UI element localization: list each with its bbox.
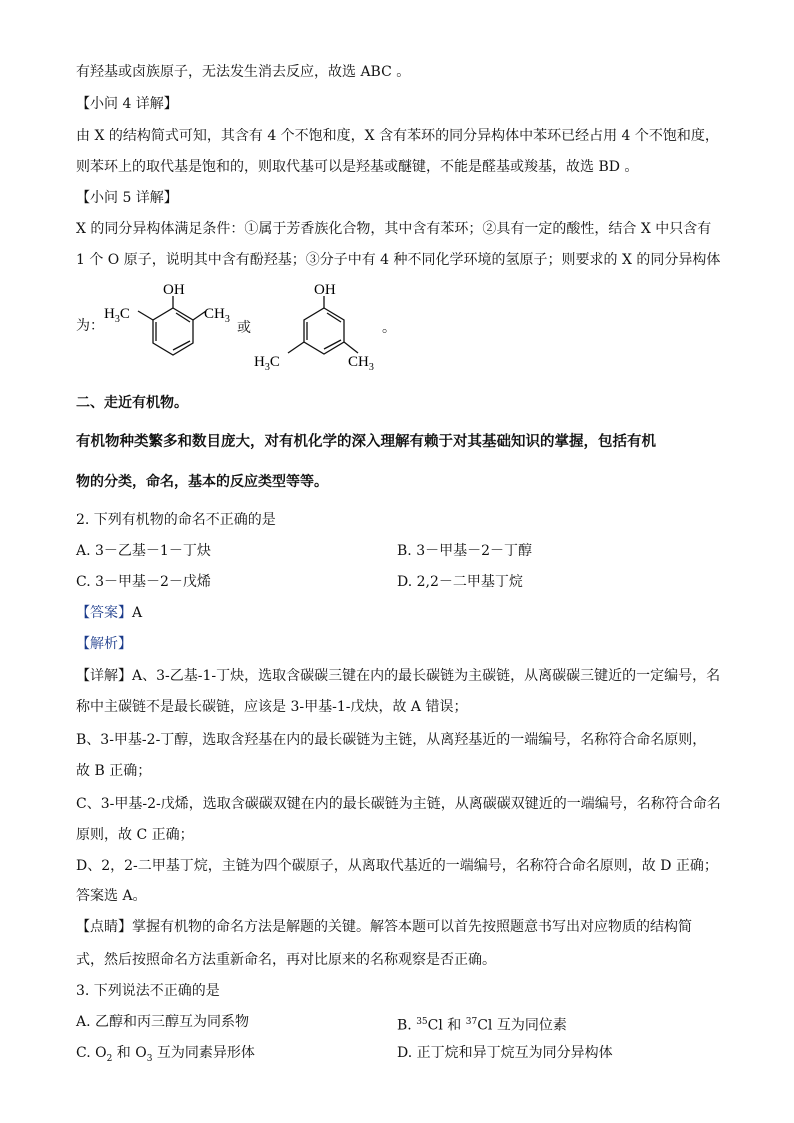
- option-a: A. 3－乙基－1－丁炔: [76, 543, 211, 559]
- option-d: D. 正丁烷和异丁烷互为同分异构体: [397, 1045, 613, 1061]
- text-line: 则苯环上的取代基是饱和的，则取代基可以是羟基或醚键，不能是醛基或羧基，故选 BD 。: [76, 159, 639, 175]
- question-stem: 3. 下列说法不正确的是: [76, 983, 220, 999]
- structure-3-5-dimethylphenol: [250, 280, 390, 375]
- detail-text: A、3-乙基-1-丁炔，选取含碳碳三键在内的最长碳链为主碳链，从离碳碳三键近的一定编号，名: [132, 668, 721, 684]
- point-text: 掌握有机物的命名方法是解题的关键。解答本题可以首先按照题意书写出对应物质的结构简: [132, 919, 692, 935]
- section-title: 二、走近有机物。: [76, 395, 188, 411]
- structure-2-6-dimethylphenol: [100, 280, 250, 370]
- option-d: D. 2,2－二甲基丁烷: [397, 574, 523, 590]
- detail-line: B、3-甲基-2-丁醇，选取含羟基在内的最长碳链为主链，从离羟基近的一端编号，名称符合命名原则，: [76, 732, 707, 748]
- text-line: 由 X 的结构简式可知，其含有 4 个不饱和度，X 含有苯环的同分异构体中苯环已经占用 4 个不饱和度，: [76, 128, 719, 144]
- detail-line: 原则，故 C 正确；: [76, 827, 194, 843]
- detail-line: 故 B 正确；: [76, 763, 152, 779]
- option-c: C. 3－甲基－2－戊烯: [76, 574, 211, 590]
- answer-line: [76, 603, 142, 623]
- detail-line: [76, 666, 720, 686]
- or-text: 或: [237, 320, 251, 336]
- answer-value: A: [132, 605, 143, 621]
- oh-label: OH: [163, 282, 185, 298]
- point-line: [76, 917, 692, 937]
- benzene-ring: [153, 308, 193, 355]
- benzene-ring: [304, 308, 344, 354]
- detail-label: 【详解】: [76, 668, 132, 684]
- q4-header: 【小问 4 详解】: [76, 96, 178, 112]
- option-a: A. 乙醇和丙三醇互为同系物: [76, 1014, 250, 1030]
- detail-line: D、2，2-二甲基丁烷，主链为四个碳原子，从离取代基近的一端编号，名称符合命名原则，故 D 正确；: [76, 858, 718, 874]
- option-b: B. $^{35}$Cl 和 $^{37}$Cl 互为同位素: [397, 1017, 567, 1034]
- section-intro: 有机物种类繁多和数目庞大，对有机化学的深入理解有赖于对其基础知识的掌握，包括有机: [76, 433, 656, 450]
- h3c-label: $H_3C$: [254, 354, 280, 373]
- point-line: 式，然后按照命名方法重新命名，再对比原来的名称观察是否正确。: [76, 952, 496, 968]
- ch3-label: $CH_3$: [204, 306, 230, 325]
- text-line: 有羟基或卤族原子，无法发生消去反应，故选 ABC 。: [76, 64, 411, 80]
- option-b: B. 3－甲基－2－丁醇: [397, 543, 533, 559]
- text-prefix: 为：: [76, 318, 104, 334]
- h3c-label: $H_3C$: [104, 306, 130, 325]
- analysis-label: 【解析】: [76, 636, 132, 652]
- detail-line: 称中主碳链不是最长碳链，应该是 3-甲基-1-戊炔，故 A 错误；: [76, 699, 468, 715]
- answer-label: 【答案】: [76, 605, 132, 621]
- question-stem: 2. 下列有机物的命名不正确的是: [76, 512, 276, 528]
- period: 。: [382, 320, 396, 336]
- option-c: C. $O_2$ 和 $O_3$ 互为同素异形体: [76, 1045, 255, 1064]
- detail-line: C、3-甲基-2-戊烯，选取含碳碳双键在内的最长碳链为主链，从离碳碳双键近的一端编号，名称符合命名: [76, 796, 721, 812]
- section-intro: 物的分类，命名，基本的反应类型等等。: [76, 474, 328, 490]
- point-label: 【点睛】: [76, 919, 132, 935]
- q5-header: 【小问 5 详解】: [76, 190, 178, 206]
- text-line: 1 个 O 原子，说明其中含有酚羟基；③分子中有 4 种不同化学环境的氢原子；则要求的 X 的同分异构体: [76, 252, 721, 268]
- text-line: X 的同分异构体满足条件：①属于芳香族化合物，其中含有苯环；②具有一定的酸性，结合 X 中只含有: [76, 221, 712, 237]
- ch3-label: $CH_3$: [348, 354, 374, 373]
- oh-label: OH: [314, 282, 336, 298]
- detail-line: 答案选 A。: [76, 888, 147, 904]
